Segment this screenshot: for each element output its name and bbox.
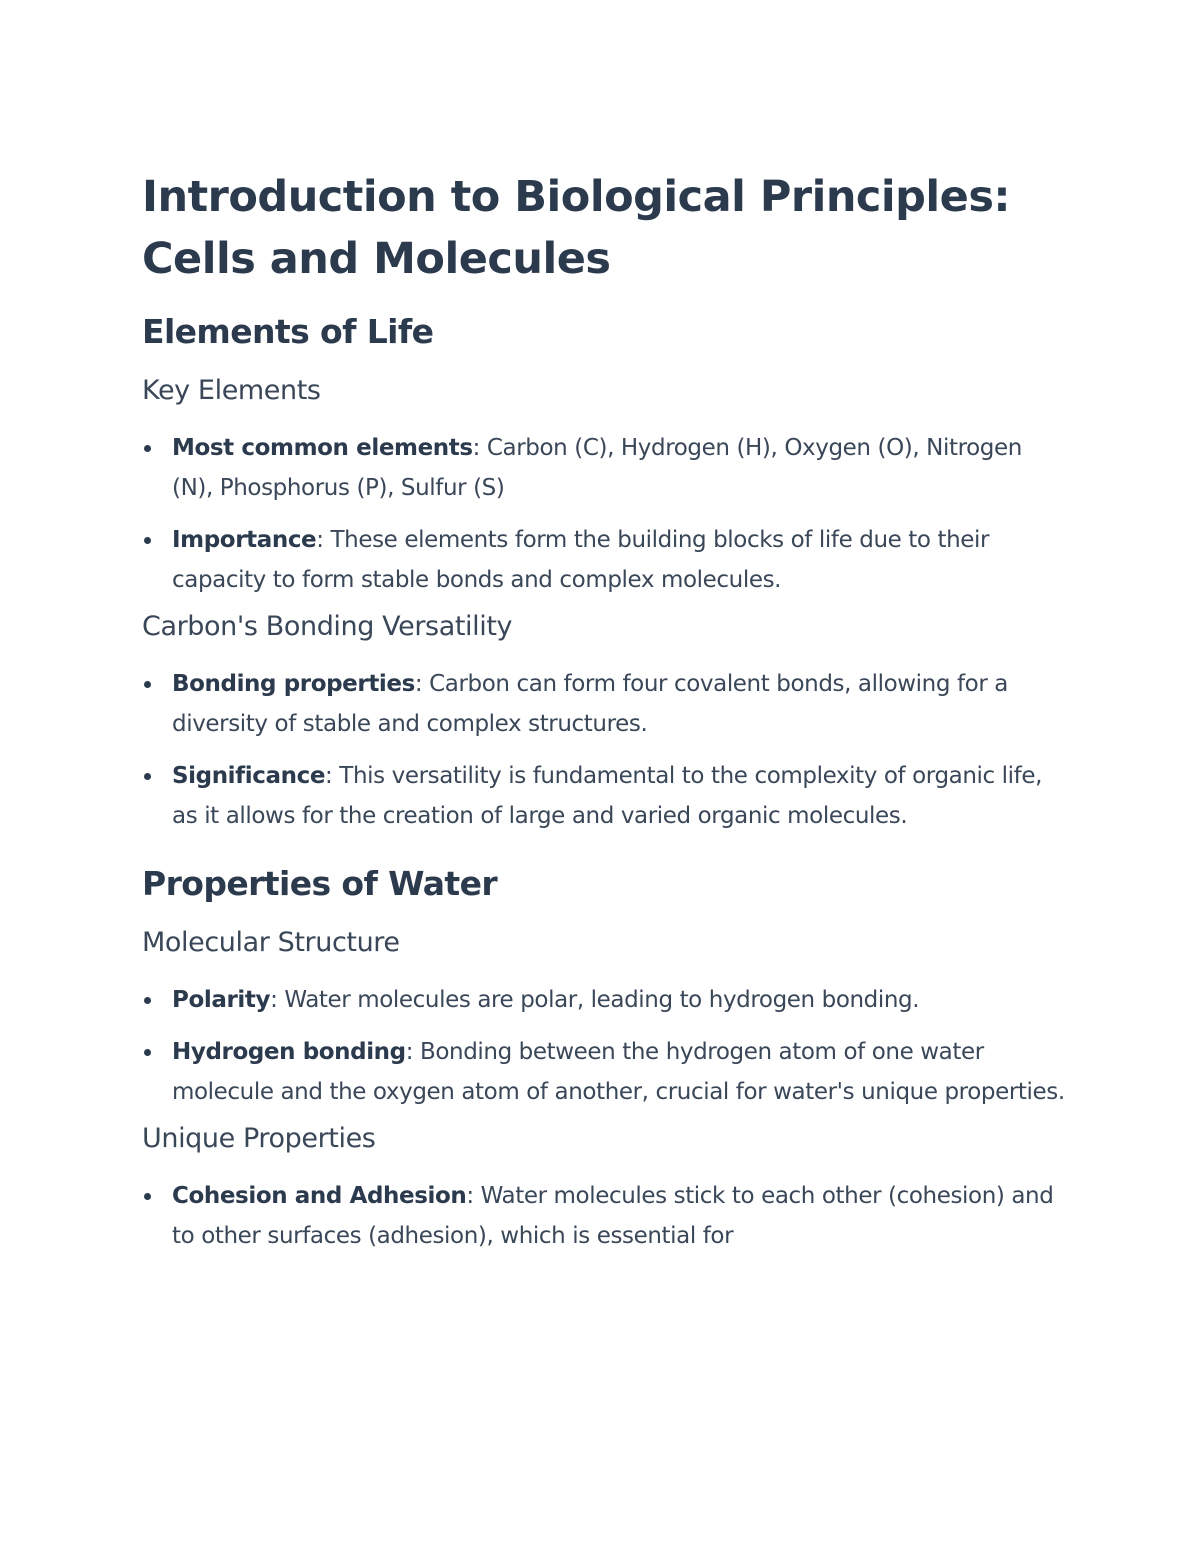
list-item-text: : These elements form the building blocks of life due to their capacity to form stable bonds and complex molecules.: [172, 527, 990, 593]
list-item: [142, 428, 1067, 508]
list-item: [142, 664, 1067, 744]
bullet-icon: [144, 1193, 151, 1200]
subsection-heading-key-elements: Key Elements: [142, 375, 321, 406]
bullet-icon: [144, 445, 151, 452]
list-item-text: : This versatility is fundamental to the complexity of organic life, as it allows for the creation of large and varied organic molecules.: [172, 763, 1043, 829]
list-item-term: Most common elements: [172, 435, 473, 461]
list-item-term: Polarity: [172, 987, 271, 1013]
list-item-text: : Carbon (C), Hydrogen (H), Oxygen (O), Nitrogen (N), Phosphorus (P), Sulfur (S): [172, 435, 1022, 501]
list-item: [142, 520, 1067, 600]
list-item-term: Hydrogen bonding: [172, 1039, 406, 1065]
bullet-icon: [144, 773, 151, 780]
section-heading-properties-of-water: Properties of Water: [142, 864, 498, 903]
bullet-list-carbon-bonding: [142, 664, 1072, 836]
bullet-icon: [144, 1049, 151, 1056]
bullet-list-key-elements: [142, 428, 1072, 600]
list-item-term: Bonding properties: [172, 671, 415, 697]
bullet-icon: [144, 537, 151, 544]
list-item-text: : Carbon can form four covalent bonds, allowing for a diversity of stable and complex structures.: [172, 671, 1008, 737]
list-item: [142, 980, 1067, 1020]
list-item-term: Significance: [172, 763, 326, 789]
list-item: [142, 1032, 1067, 1112]
subsection-heading-carbon-bonding: Carbon's Bonding Versatility: [142, 611, 513, 642]
bullet-list-unique-properties: [142, 1176, 1072, 1256]
list-item: [142, 756, 1067, 836]
list-item-text: : Bonding between the hydrogen atom of one water molecule and the oxygen atom of another, crucial for water's unique properties.: [172, 1039, 1065, 1105]
list-item-term: Importance: [172, 527, 317, 553]
bullet-icon: [144, 997, 151, 1004]
subsection-heading-molecular-structure: Molecular Structure: [142, 927, 400, 958]
document-page: [142, 166, 1072, 1256]
list-item-text: : Water molecules are polar, leading to hydrogen bonding.: [270, 987, 920, 1013]
list-item: [142, 1176, 1067, 1256]
subsection-heading-unique-properties: Unique Properties: [142, 1123, 376, 1154]
bullet-list-molecular-structure: [142, 980, 1072, 1112]
list-item-term: Cohesion and Adhesion: [172, 1183, 467, 1209]
list-item-text: : Water molecules stick to each other (cohesion) and to other surfaces (adhesion), which is essential for: [172, 1183, 1054, 1249]
page-title: Introduction to Biological Principles: Cells and Molecules: [142, 172, 1011, 284]
bullet-icon: [144, 681, 151, 688]
section-heading-elements-of-life: Elements of Life: [142, 312, 434, 351]
